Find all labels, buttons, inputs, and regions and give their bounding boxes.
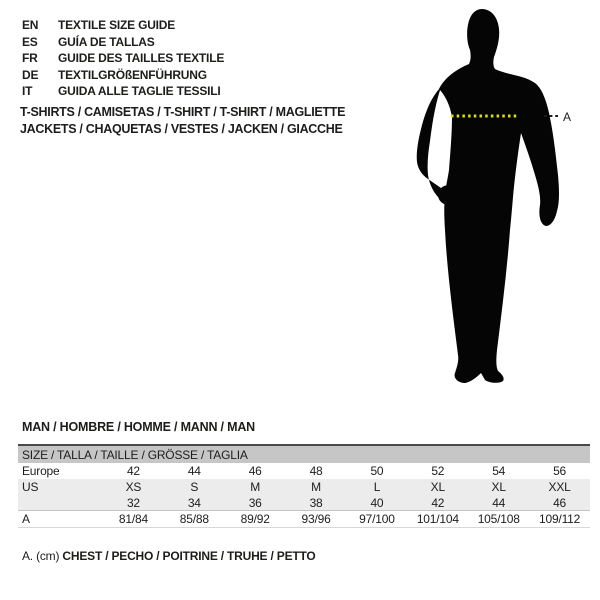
table-cell: 34 xyxy=(187,496,201,510)
table-row-a-chest xyxy=(18,511,590,528)
lang-code: ES xyxy=(22,34,38,49)
lang-code: DE xyxy=(22,67,39,82)
table-cell: 93/96 xyxy=(301,512,331,526)
man-hand-pocket xyxy=(438,185,460,205)
table-cell: 42 xyxy=(126,464,140,478)
lang-row-es xyxy=(22,34,224,51)
language-list xyxy=(22,17,224,100)
lang-label: GUÍA DE TALLAS xyxy=(58,34,155,49)
table-cell: XXL xyxy=(548,480,571,494)
product-categories xyxy=(20,104,345,137)
table-cell: 46 xyxy=(553,496,567,510)
lang-code: EN xyxy=(22,18,39,32)
footnote-prefix: A. (cm) xyxy=(22,549,60,563)
table-cell: 44 xyxy=(492,496,506,510)
lang-row-fr xyxy=(22,50,224,67)
table-cell: 42 xyxy=(431,496,445,510)
lang-code: IT xyxy=(22,84,33,99)
size-table xyxy=(18,444,590,528)
table-cell: 109/112 xyxy=(539,512,581,526)
table-cell: 48 xyxy=(309,464,323,478)
table-cell: M xyxy=(250,480,261,494)
table-cell: 38 xyxy=(309,496,323,510)
table-cell: 36 xyxy=(248,496,262,510)
lang-row-en xyxy=(22,17,224,34)
table-row-us xyxy=(18,479,590,495)
table-cell: 81/84 xyxy=(118,512,148,526)
size-table-header: SIZE / TALLA / TAILLE / GRÖSSE / TAGLIA xyxy=(18,444,590,463)
table-cell: 89/92 xyxy=(240,512,270,526)
table-cell: 54 xyxy=(492,464,506,478)
table-cell: 105/108 xyxy=(477,512,520,526)
row-label: Europe xyxy=(22,464,60,478)
lang-label: GUIDE DES TAILLES TEXTILE xyxy=(58,51,225,66)
footnote-chest xyxy=(22,549,316,563)
section-title-man: MAN / HOMBRE / HOMME / MANN / MAN xyxy=(22,420,255,434)
table-cell: XL xyxy=(430,480,445,494)
man-silhouette-figure xyxy=(385,5,575,390)
table-cell: M xyxy=(311,480,321,494)
row-label: A xyxy=(22,512,30,526)
table-cell: 85/88 xyxy=(179,512,209,526)
table-row-uk xyxy=(18,495,590,511)
table-cell: XS xyxy=(125,480,142,494)
lang-row-it xyxy=(22,83,224,100)
lang-label: TEXTILGRÖßENFÜHRUNG xyxy=(58,67,207,82)
measure-label-a: A xyxy=(563,110,572,124)
table-cell: XL xyxy=(491,480,506,494)
table-cell: 101/104 xyxy=(416,512,459,526)
table-row-europe xyxy=(18,463,590,479)
table-cell: 50 xyxy=(370,464,384,478)
man-silhouette-svg xyxy=(385,5,575,390)
lang-code: FR xyxy=(22,51,38,66)
lang-label: GUIDA ALLE TAGLIE TESSILI xyxy=(58,84,221,99)
footnote-label: CHEST / PECHO / POITRINE / TRUHE / PETTO xyxy=(62,549,316,563)
table-cell: S xyxy=(190,480,199,494)
lang-label: TEXTILE SIZE GUIDE xyxy=(58,18,176,32)
product-line-jackets: JACKETS / CHAQUETAS / VESTES / JACKEN / GIACCHE xyxy=(20,121,343,136)
row-label: US xyxy=(22,480,39,494)
table-cell: L xyxy=(373,480,381,494)
table-cell: 46 xyxy=(248,464,262,478)
table-cell: 40 xyxy=(370,496,384,510)
table-cell: 56 xyxy=(553,464,567,478)
table-cell: 44 xyxy=(187,464,201,478)
table-cell: 97/100 xyxy=(359,512,395,526)
table-cell: 32 xyxy=(126,496,140,510)
product-line-tshirts: T-SHIRTS / CAMISETAS / T-SHIRT / T-SHIRT / MAGLIETTE xyxy=(20,105,346,119)
row-label xyxy=(18,495,103,510)
lang-row-de xyxy=(22,67,224,84)
table-cell: 52 xyxy=(431,464,445,478)
